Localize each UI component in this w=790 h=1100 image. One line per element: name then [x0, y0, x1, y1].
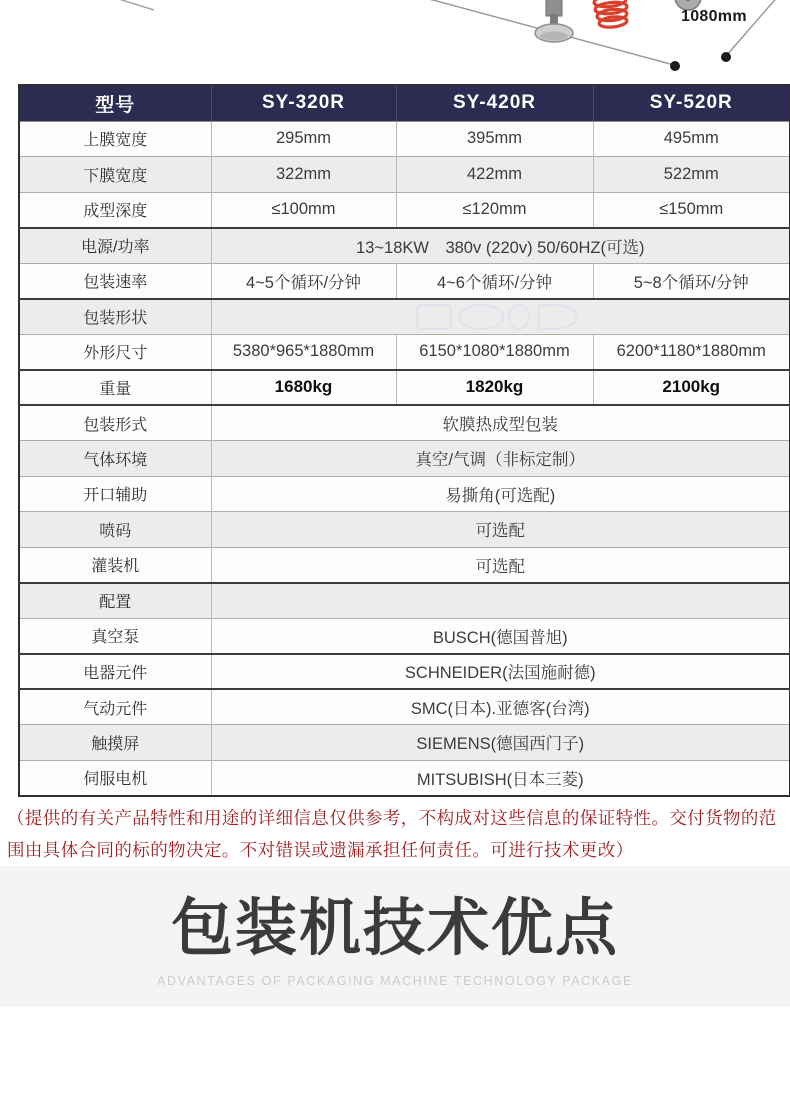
spec-value: 495mm	[593, 121, 790, 157]
table-row	[19, 121, 790, 157]
spec-value: 522mm	[593, 157, 790, 193]
package-shapes-cell	[211, 299, 790, 335]
row-label: 伺服电机	[19, 760, 211, 796]
spec-value-merged: 易撕角(可选配)	[211, 476, 790, 512]
shape-d	[539, 305, 577, 329]
spec-value-merged: SMC(日本).亚德客(台湾)	[211, 689, 790, 725]
spec-value: 2100kg	[593, 370, 790, 406]
row-label: 气体环境	[19, 441, 211, 477]
table-row	[19, 334, 790, 370]
spec-value: 5380*965*1880mm	[211, 334, 396, 370]
spec-value-merged: SIEMENS(德国西门子)	[211, 725, 790, 761]
spec-value: 5~8个循环/分钟	[593, 263, 790, 299]
table-row	[19, 760, 790, 796]
row-label: 下膜宽度	[19, 157, 211, 193]
spec-value-merged: BUSCH(德国普旭)	[211, 618, 790, 654]
spec-value: 6150*1080*1880mm	[396, 334, 593, 370]
dimension-label: 1080mm	[681, 8, 747, 25]
disclaimer-text: （提供的有关产品特性和用途的详细信息仅供参考，不构成对这些信息的保证特性。交付货物的范围由具体合同的标的物决定。不对错误或遗漏承担任何责任。可进行技术更改）	[7, 808, 777, 860]
machine-image-crop	[0, 0, 790, 84]
model-header-sy520r: SY-520R	[593, 85, 790, 121]
table-row	[19, 654, 790, 690]
table-row	[19, 547, 790, 583]
table-row	[19, 476, 790, 512]
row-label: 开口辅助	[19, 476, 211, 512]
spec-value: 6200*1180*1880mm	[593, 334, 790, 370]
row-label: 喷码	[19, 512, 211, 548]
spec-value-merged	[211, 583, 790, 619]
spec-value-merged: 软膜热成型包装	[211, 405, 790, 441]
table-row	[19, 689, 790, 725]
row-label: 气动元件	[19, 689, 211, 725]
section-title: 包装机技术优点	[170, 894, 619, 963]
row-label: 包装形式	[19, 405, 211, 441]
table-header-row	[19, 85, 790, 121]
spec-value: 395mm	[396, 121, 593, 157]
row-label: 上膜宽度	[19, 121, 211, 157]
row-label: 外形尺寸	[19, 334, 211, 370]
row-label: 包装速率	[19, 263, 211, 299]
shape-narrow-oval	[509, 305, 529, 329]
row-label: 触摸屏	[19, 725, 211, 761]
table-row	[19, 725, 790, 761]
dimension-dot-right	[721, 52, 731, 62]
spec-value: 1680kg	[211, 370, 396, 406]
table-row	[19, 583, 790, 619]
model-header-label: 型号	[19, 85, 211, 121]
machine-drawing	[0, 0, 790, 84]
red-coil-hose	[594, 0, 628, 28]
row-label: 重量	[19, 370, 211, 406]
machine-foot	[535, 0, 573, 42]
dimension-line-left	[96, 0, 154, 10]
model-header-sy320r: SY-320R	[211, 85, 396, 121]
spec-value: 322mm	[211, 157, 396, 193]
table-row	[19, 157, 790, 193]
row-label: 电源/功率	[19, 228, 211, 264]
row-label: 真空泵	[19, 618, 211, 654]
row-label: 电器元件	[19, 654, 211, 690]
spec-value: 1820kg	[396, 370, 593, 406]
spec-table	[18, 84, 790, 797]
row-label: 成型深度	[19, 192, 211, 228]
table-row	[19, 512, 790, 548]
spec-value: ≤100mm	[211, 192, 396, 228]
model-header-sy420r: SY-420R	[396, 85, 593, 121]
table-row	[19, 441, 790, 477]
spec-value: ≤120mm	[396, 192, 593, 228]
spec-value-merged: MITSUBISH(日本三菱)	[211, 760, 790, 796]
dimension-dot-left	[670, 61, 680, 71]
spec-table-body	[19, 121, 790, 796]
section-subtitle: ADVANTAGES OF PACKAGING MACHINE TECHNOLOGY PACKAGE	[157, 974, 633, 988]
table-row	[19, 618, 790, 654]
spec-value-merged: 真空/气调（非标定制）	[211, 441, 790, 477]
spec-value-merged: 13~18KW 380v (220v) 50/60HZ(可选)	[211, 228, 790, 264]
package-shape-icons	[415, 303, 585, 331]
table-row	[19, 228, 790, 264]
row-label: 包装形状	[19, 299, 211, 335]
spec-value: 295mm	[211, 121, 396, 157]
shape-rounded-square	[417, 305, 451, 329]
table-row	[19, 192, 790, 228]
row-label: 灌装机	[19, 547, 211, 583]
spec-value: 422mm	[396, 157, 593, 193]
shape-oval	[459, 305, 503, 329]
table-row	[19, 405, 790, 441]
table-row	[19, 263, 790, 299]
spec-value-merged: SCHNEIDER(法国施耐德)	[211, 654, 790, 690]
row-label: 配置	[19, 583, 211, 619]
section-heading-band	[0, 866, 790, 1007]
table-row	[19, 370, 790, 406]
spec-value: ≤150mm	[593, 192, 790, 228]
spec-value: 4~5个循环/分钟	[211, 263, 396, 299]
spec-value-merged: 可选配	[211, 512, 790, 548]
spec-value-merged: 可选配	[211, 547, 790, 583]
spec-value: 4~6个循环/分钟	[396, 263, 593, 299]
table-row	[19, 299, 790, 335]
